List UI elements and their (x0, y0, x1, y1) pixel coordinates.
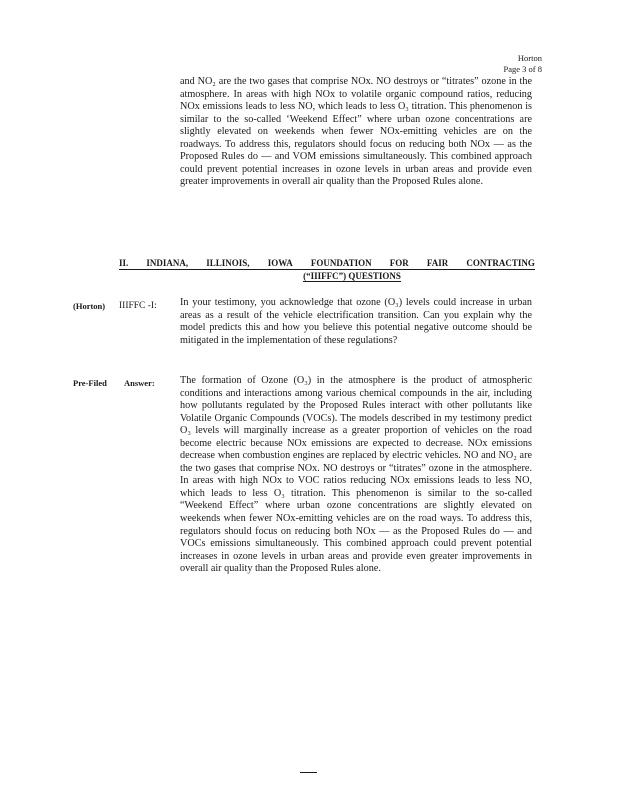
header-author: Horton (517, 53, 542, 63)
question-witness-tag: (Horton) (73, 301, 106, 311)
section-heading (119, 258, 535, 282)
answer-filing-tag: Pre-Filed (73, 378, 107, 388)
section-word: ILLINOIS, (206, 258, 250, 268)
section-heading-line-1 (119, 258, 535, 270)
question-text: In your testimony, you acknowledge that ozone (O₃) levels could increase in urban areas as a result of the vehicle electrification transition. Can you explain why the model predicts this and how you believe this potential negative outcome should be mitigated in the implementation of these regulations? (180, 297, 532, 346)
section-number: II. (119, 258, 129, 268)
section-word: CONTRACTING (466, 258, 535, 268)
question-reference: IIIFFC -I: (119, 301, 157, 311)
section-word: FOR (389, 258, 409, 268)
header-page-number: Page 3 of 8 (503, 63, 542, 74)
answer-label: Answer: (124, 378, 155, 388)
section-word: FOUNDATION (310, 258, 372, 268)
section-word: IOWA (267, 258, 293, 268)
footer-rule (300, 772, 317, 773)
answer-text: The formation of Ozone (O₃) in the atmosphere is the product of atmospheric conditions and interactions among various chemical compounds in the air, including how pollutants regulated by the Proposed Rules interact with other pollutants like Volatile Organic Compounds (VOCs). The models described in my testimony predict O₃ levels will marginally increase as a greater proportion of vehicles on the road become electric because NOx emissions are expected to decrease. NOx emissions decrease when combustion engines are replaced by electric vehicles. NO and NO₂ are the two gases that comprise NOx. NO destroys or “titrates” ozone in the atmosphere. In areas with high NOx to VOC ratios reducing NOx emissions leads to less NO, which leads to less O₃ titration. This phenomenon is similar to the so-called “Weekend Effect” where urban ozone concentrations are slightly elevated on weekends when fewer NOx-emitting vehicles are on the road ways. To address this, regulators should focus on reducing both NOx — as the Proposed Rules do — and VOCs emissions simultaneously. This combined approach could prevent potential increases in ozone levels in urban areas and provide even greater improvements in overall air quality than the Proposed Rules alone. (180, 375, 532, 575)
section-word: FAIR (426, 258, 449, 268)
section-heading-line-2: (“IIIFFC”) QUESTIONS (303, 271, 401, 281)
page-header (504, 53, 542, 74)
intro-paragraph: and NO₂ are the two gases that comprise NOx. NO destroys or “titrates” ozone in the atmosphere. In areas with high NOx to volatile organic compound ratios, reducing NOx emissions leads to less NO, which leads to less O₃ titration. This phenomenon is similar to the so-called ‘Weekend Effect” where urban ozone concentrations are slightly elevated on weekends when fewer NOx-emitting vehicles are on the roadways. To address this, regulators should focus on reducing both NOx — as the Proposed Rules do — and VOM emissions simultaneously. This combined approach could prevent potential increases in ozone levels in urban areas and provide even greater improvements in overall air quality than the Proposed Rules alone. (180, 76, 532, 188)
section-word: INDIANA, (146, 258, 189, 268)
